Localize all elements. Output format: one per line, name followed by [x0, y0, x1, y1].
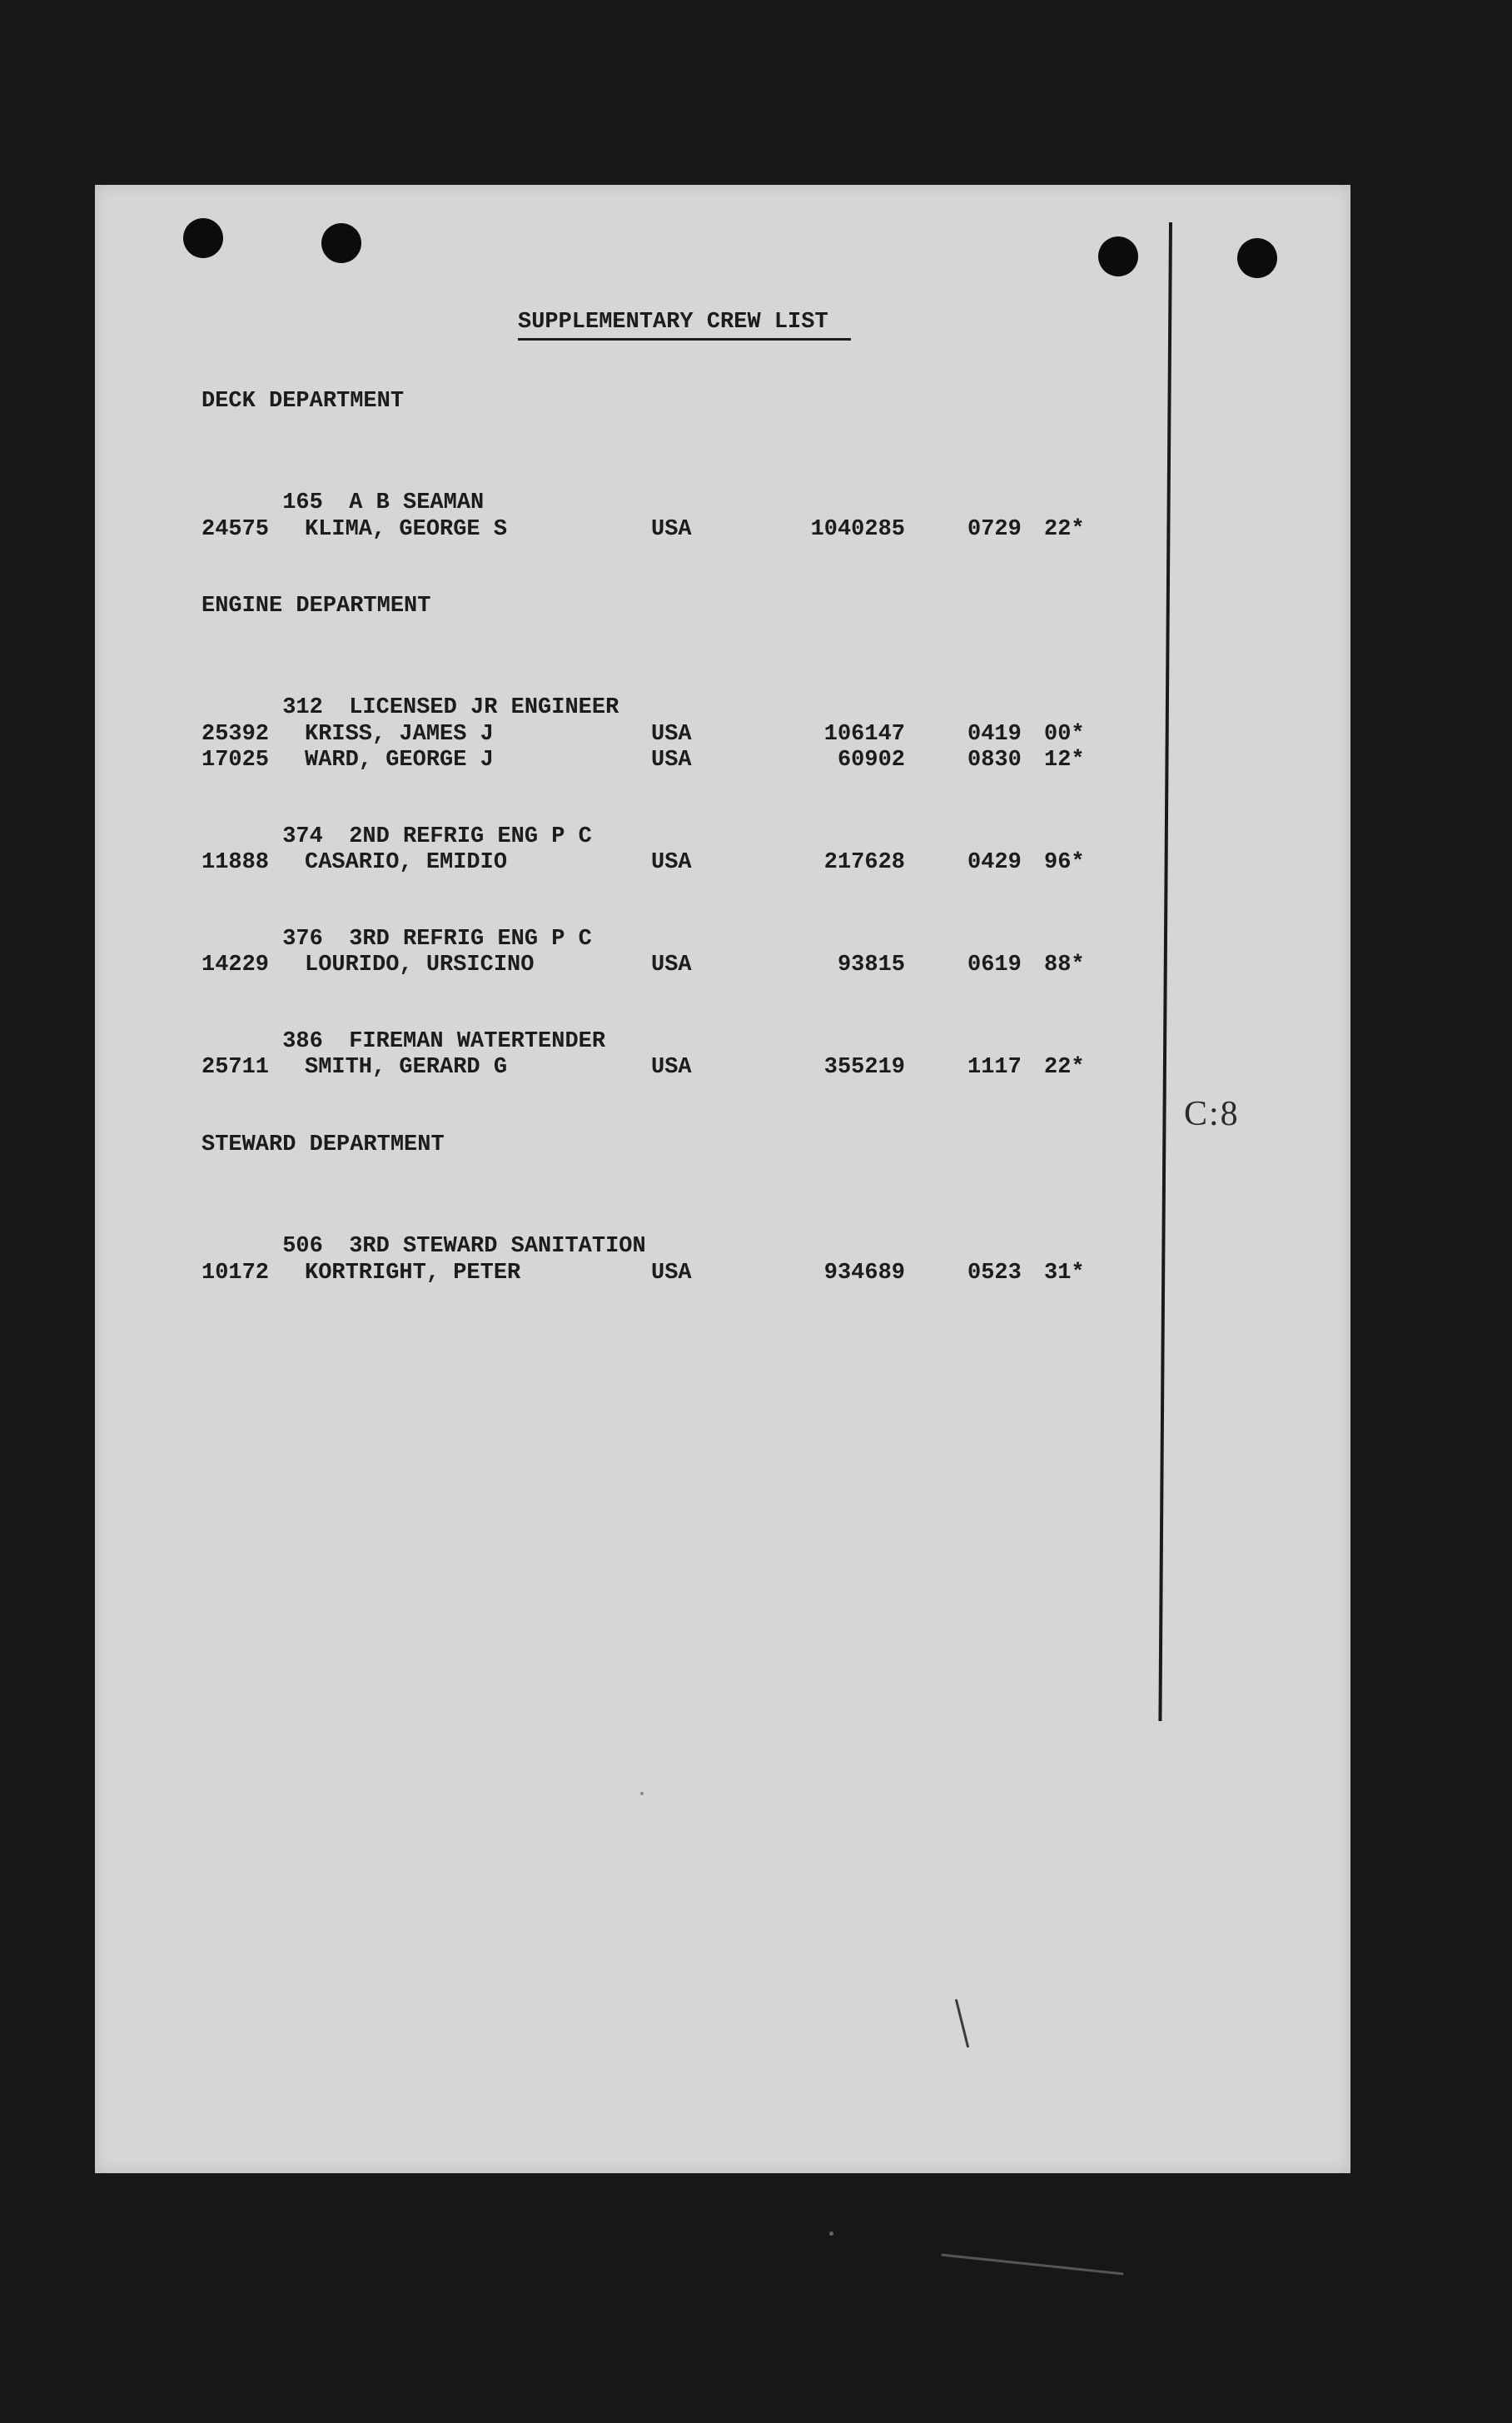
document-page — [95, 185, 1350, 2173]
crew-number: 25392 — [201, 722, 270, 747]
crew-number: 11888 — [201, 850, 270, 875]
crew-document-number: 93815 — [837, 953, 905, 978]
rating-title: 2ND REFRIG ENG P C — [349, 824, 592, 849]
rating-title: LICENSED JR ENGINEER — [349, 695, 619, 720]
rating-code: 386 — [282, 1029, 323, 1054]
crew-document-number: 217628 — [823, 850, 905, 875]
crew-nationality: USA — [651, 748, 692, 773]
rating-code: 376 — [282, 927, 323, 952]
scan-dust — [941, 2254, 1123, 2276]
crew-year: 96* — [1044, 850, 1085, 875]
punch-hole-icon — [1237, 238, 1277, 278]
crew-name: KRISS, JAMES J — [305, 722, 494, 747]
punch-hole-icon — [321, 223, 361, 263]
crew-document-number: 60902 — [837, 748, 905, 773]
rating-title: 3RD STEWARD SANITATION — [349, 1234, 646, 1259]
rating-title: A B SEAMAN — [349, 490, 485, 515]
page-title: SUPPLEMENTARY CREW LIST — [518, 310, 828, 335]
crew-row — [201, 1055, 1159, 1082]
crew-year: 31* — [1044, 1261, 1085, 1286]
crew-nationality: USA — [651, 1261, 692, 1286]
crew-name: WARD, GEORGE J — [305, 748, 494, 773]
crew-name: LOURIDO, URSICINO — [305, 953, 535, 978]
crew-date: 0619 — [967, 953, 1022, 978]
rating-code: 165 — [282, 490, 323, 515]
margin-rule — [1158, 222, 1172, 1721]
crew-row — [201, 517, 1159, 544]
crew-year: 22* — [1044, 517, 1085, 542]
crew-document-number: 1040285 — [810, 517, 905, 542]
crew-year: 00* — [1044, 722, 1085, 747]
crew-row — [201, 722, 1159, 749]
rating-title: FIREMAN WATERTENDER — [349, 1029, 606, 1054]
rating-code: 506 — [282, 1234, 323, 1259]
crew-number: 14229 — [201, 953, 270, 978]
crew-date: 0429 — [967, 850, 1022, 875]
crew-document-number: 355219 — [823, 1055, 905, 1080]
crew-nationality: USA — [651, 850, 692, 875]
crew-name: CASARIO, EMIDIO — [305, 850, 508, 875]
department-heading: ENGINE DEPARTMENT — [201, 594, 431, 619]
scan-dust — [829, 2231, 833, 2236]
department-heading: STEWARD DEPARTMENT — [201, 1132, 445, 1157]
punch-hole-icon — [1098, 236, 1138, 276]
crew-number: 17025 — [201, 748, 270, 773]
crew-row — [201, 1261, 1159, 1287]
crew-document-number: 934689 — [823, 1261, 905, 1286]
crew-document-number: 106147 — [823, 722, 905, 747]
crew-year: 12* — [1044, 748, 1085, 773]
crew-name: KORTRIGHT, PETER — [305, 1261, 521, 1286]
title-underline — [518, 338, 851, 341]
crew-row — [201, 748, 1159, 774]
crew-date: 0729 — [967, 517, 1022, 542]
crew-nationality: USA — [651, 953, 692, 978]
rating-code: 374 — [282, 824, 323, 849]
crew-nationality: USA — [651, 517, 692, 542]
crew-date: 1117 — [967, 1055, 1022, 1080]
crew-date: 0523 — [967, 1261, 1022, 1286]
crew-row — [201, 850, 1159, 877]
crew-date: 0830 — [967, 748, 1022, 773]
rating-title: 3RD REFRIG ENG P C — [349, 927, 592, 952]
department-heading: DECK DEPARTMENT — [201, 389, 405, 414]
crew-number: 25711 — [201, 1055, 270, 1080]
punch-hole-icon — [183, 218, 223, 258]
crew-nationality: USA — [651, 722, 692, 747]
crew-year: 88* — [1044, 953, 1085, 978]
margin-note: C:8 — [1184, 1095, 1240, 1133]
rating-code: 312 — [282, 695, 323, 720]
crew-number: 10172 — [201, 1261, 270, 1286]
crew-name: KLIMA, GEORGE S — [305, 517, 508, 542]
crew-date: 0419 — [967, 722, 1022, 747]
crew-nationality: USA — [651, 1055, 692, 1080]
crew-name: SMITH, GERARD G — [305, 1055, 508, 1080]
crew-number: 24575 — [201, 517, 270, 542]
ink-mark — [640, 1792, 644, 1795]
crew-year: 22* — [1044, 1055, 1085, 1080]
crew-row — [201, 953, 1159, 979]
ink-mark — [955, 1999, 969, 2048]
